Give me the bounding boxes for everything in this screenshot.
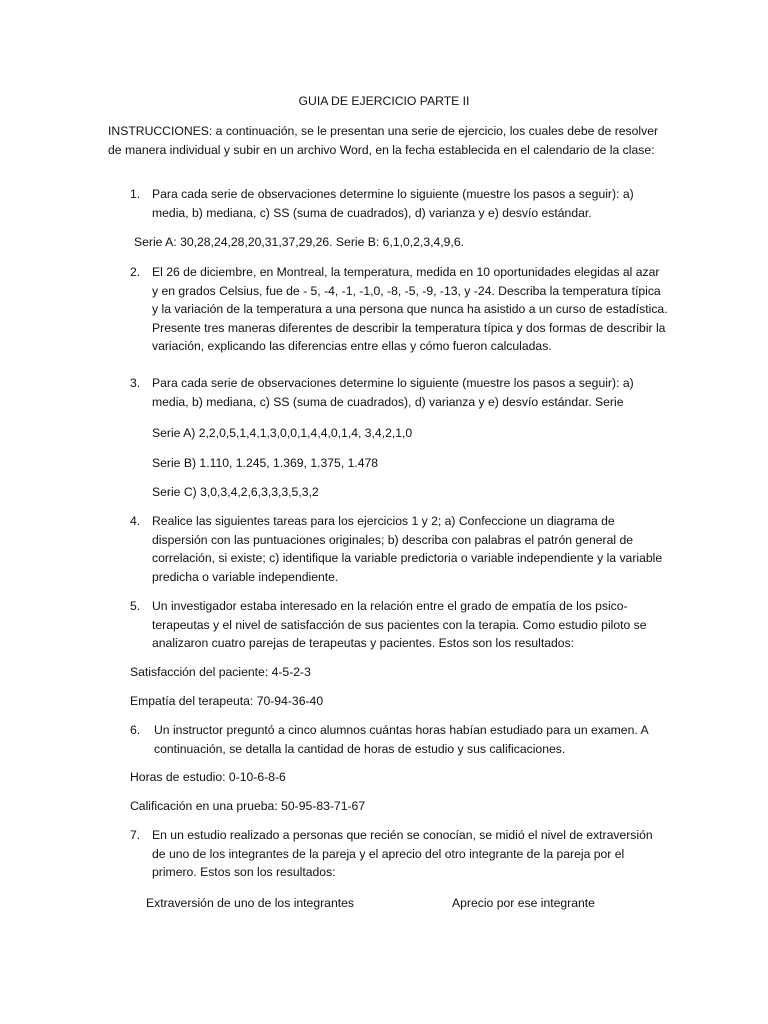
item-number: 3.: [130, 376, 141, 390]
exercise-item-2: [108, 263, 668, 356]
series-3-a: Serie A) 2,2,0,5,1,4,1,3,0,0,1,4,4,0,1,4, 3,4,2,1,0: [152, 426, 413, 440]
document-title: GUIA DE EJERCICIO PARTE II: [298, 94, 470, 108]
item-text: Un instructor preguntó a cinco alumnos cuántas horas habían estudiado para un examen. A continuación, se detalla la cantidad de horas de estudio y sus calificaciones.: [154, 723, 648, 756]
item-number: 6.: [130, 723, 141, 737]
series-3-b: Serie B) 1.110, 1.245, 1.369, 1.375, 1.478: [152, 456, 379, 470]
patient-satisfaction-data: Satisfacción del paciente: 4-5-2-3: [130, 665, 311, 679]
series-3-c: Serie C) 3,0,3,4,2,6,3,3,3,5,3,2: [152, 485, 319, 499]
item-number: 2.: [130, 265, 141, 279]
study-hours-data: Horas de estudio: 0-10-6-8-6: [130, 770, 286, 784]
item-number: 7.: [130, 828, 141, 842]
item-text: Un investigador estaba interesado en la relación entre el grado de empatía de los psico-terapeutas y el nivel de satisfacción de sus pacientes con la terapia. Como estudio piloto se analizaron cuatro parejas de terapeutas y pacientes. Estos son los resultados:: [152, 599, 647, 651]
exercise-item-4: [108, 512, 668, 586]
instructions-paragraph: INSTRUCCIONES: a continuación, se le presentan una serie de ejercicio, los cuales debe de resolver de manera individual y subir en un archivo Word, en la fecha establecida en el calendario de la clase:: [108, 124, 659, 157]
table-header-extraversion: Extraversión de uno de los integrantes: [146, 896, 354, 910]
exam-scores-data: Calificación en una prueba: 50-95-83-71-67: [130, 799, 366, 813]
exercise-item-7: [108, 826, 668, 882]
series-1-data: Serie A: 30,28,24,28,20,31,37,29,26. Serie B: 6,1,0,2,3,4,9,6.: [134, 235, 464, 249]
item-text: Realice las siguientes tareas para los ejercicios 1 y 2; a) Confeccione un diagrama de dispersión con las puntuaciones originales; b) describa con palabras el patrón general de correlación, si existe; c) identifique la variable predictoria o variable independiente y la variable predicha o variable independiente.: [152, 514, 663, 584]
item-text: El 26 de diciembre, en Montreal, la temperatura, medida en 10 oportunidades elegidas al azar y en grados Celsius, fue de - 5, -4, -1, -1,0, -8, -5, -9, -13, y -24. Describa la temperatura típica y la variación de la temperatura a una persona que nunca ha asistido a un curso de estadística. Presente tres maneras diferentes de describir la temperatura típica y dos formas de describir la variación, explicando las diferencias entre ellas y cómo fueron calculadas.: [152, 265, 668, 354]
therapist-empathy-data: Empatía del terapeuta: 70-94-36-40: [130, 694, 324, 708]
exercise-item-1: [108, 185, 668, 222]
table-header-appreciation: Aprecio por ese integrante: [452, 896, 595, 910]
item-number: 1.: [130, 187, 141, 201]
exercise-item-3: [108, 374, 668, 411]
item-number: 5.: [130, 599, 141, 613]
exercise-item-5: [108, 597, 668, 653]
item-number: 4.: [130, 514, 141, 528]
item-text: Para cada serie de observaciones determine lo siguiente (muestre los pasos a seguir): a) media, b) mediana, c) SS (suma de cuadrados), d) varianza y e) desvío estándar.: [152, 187, 634, 220]
exercise-item-6: [108, 721, 668, 758]
item-text: En un estudio realizado a personas que recién se conocían, se midió el nivel de extraversión de uno de los integrantes de la pareja y el aprecio del otro integrante de la pareja por el primero. Estos son los resultados:: [152, 828, 653, 880]
item-text: Para cada serie de observaciones determine lo siguiente (muestre los pasos a seguir): a) media, b) mediana, c) SS (suma de cuadrados), d) varianza y e) desvío estándar. Serie: [152, 376, 634, 409]
